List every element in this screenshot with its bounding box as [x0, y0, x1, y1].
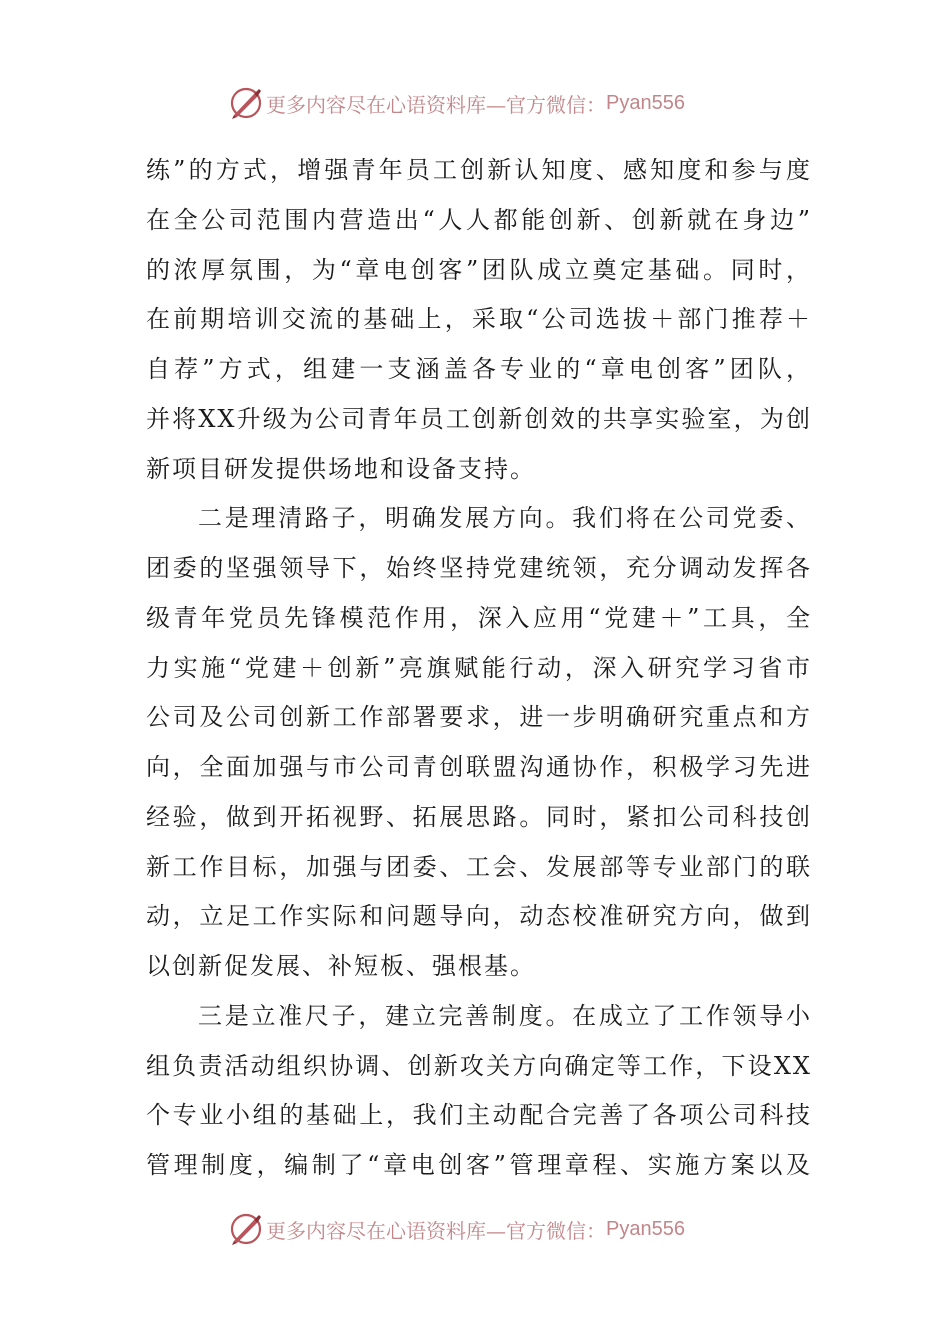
body-line: 并将XX升级为公司青年员工创新创效的共享实验室，为创 — [146, 404, 812, 433]
body-line: 向，全面加强与市公司青创联盟沟通协作，积极学习先进 — [146, 753, 812, 781]
body-line: 经验，做到开拓视野、拓展思路。同时，紧扣公司科技创 — [146, 802, 812, 831]
body-line: 自荐”方式，组建一支涵盖各专业的“章电创客”团队， — [146, 355, 812, 383]
body-line-paragraph-end: 以创新促发展、补短板、强根基。 — [146, 952, 536, 980]
footer-watermark-id: Pyan556 — [606, 1217, 685, 1240]
header-watermark — [228, 83, 748, 123]
body-line-paragraph-start: 二是理清路子，明确发展方向。我们将在公司党委、 — [198, 504, 812, 533]
header-watermark-id: Pyan556 — [606, 91, 685, 114]
body-line: 组负责活动组织协调、创新攻关方向确定等工作，下设XX — [146, 1051, 812, 1080]
body-line: 在全公司范围内营造出“人人都能创新、创新就在身边” — [146, 205, 812, 234]
body-line: 力实施“党建＋创新”亮旗赋能行动，深入研究学习省市 — [146, 653, 812, 682]
body-line-paragraph-end: 新项目研发提供场地和设备支持。 — [146, 454, 536, 483]
body-line-paragraph-start: 三是立准尺子，建立完善制度。在成立了工作领导小 — [198, 1001, 812, 1030]
body-line: 团委的坚强领导下，始终坚持党建统领，充分调动发挥各 — [146, 554, 812, 582]
body-line: 练”的方式，增强青年员工创新认知度、感知度和参与度 — [146, 156, 812, 184]
footer-watermark-text: 更多内容尽在心语资料库—官方微信： — [266, 1218, 606, 1243]
body-line: 级青年党员先锋模范作用，深入应用“党建＋”工具，全 — [146, 603, 812, 632]
header-watermark-text: 更多内容尽在心语资料库—官方微信： — [266, 92, 606, 117]
body-line: 新工作目标，加强与团委、工会、发展部等专业部门的联 — [146, 852, 812, 881]
body-line: 的浓厚氛围，为“章电创客”团队成立奠定基础。同时， — [146, 255, 812, 284]
body-line: 动，立足工作实际和问题导向，动态校准研究方向，做到 — [146, 902, 812, 931]
footer-watermark — [228, 1209, 748, 1249]
body-line: 管理制度，编制了“章电创客”管理章程、实施方案以及 — [146, 1151, 812, 1179]
document-body — [146, 146, 812, 1191]
pen-circle-logo-icon — [228, 85, 264, 121]
pen-circle-logo-icon — [228, 1211, 264, 1247]
body-line: 个专业小组的基础上，我们主动配合完善了各项公司科技 — [146, 1101, 812, 1130]
body-line: 在前期培训交流的基础上，采取“公司选拔＋部门推荐＋ — [146, 305, 812, 334]
body-line: 公司及公司创新工作部署要求，进一步明确研究重点和方 — [146, 703, 812, 732]
